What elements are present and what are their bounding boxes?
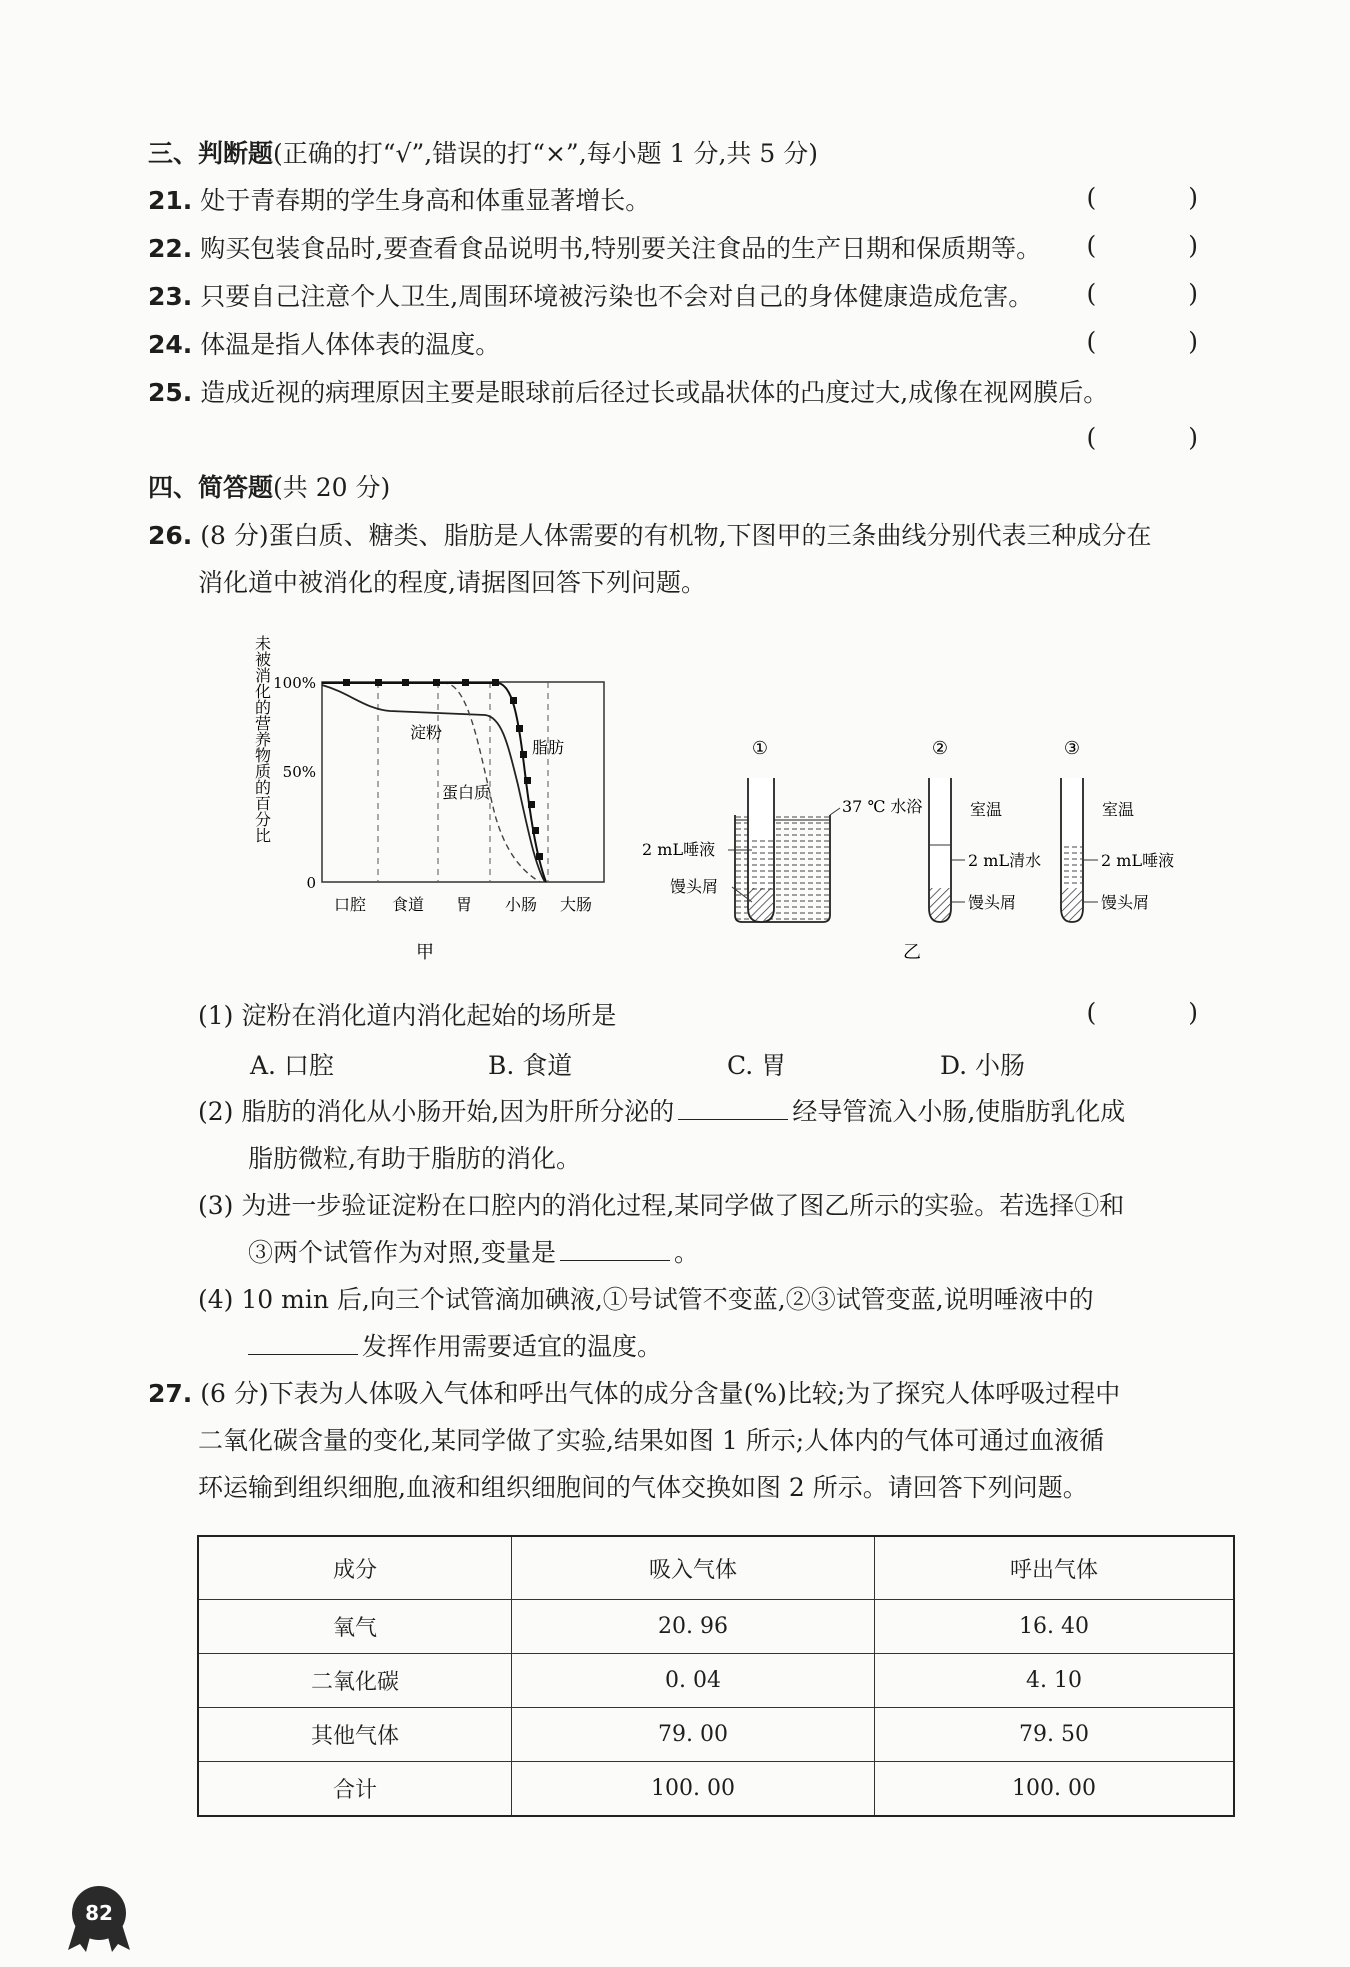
q26-sub4-text: 发挥作用需要适宜的温度。 <box>362 1332 663 1361</box>
question-number: 25. <box>148 378 193 407</box>
section4-heading <box>148 470 390 506</box>
room-temp-label-1: 室温 <box>970 800 1003 819</box>
q26-sub2-line2: 脂肪微粒,有助于脂肪的消化。 <box>248 1144 581 1173</box>
option-c[interactable]: C. 胃 <box>727 1051 787 1080</box>
gas-composition-table <box>197 1535 1235 1817</box>
plot-frame <box>322 682 604 882</box>
table-header-row <box>198 1536 1234 1600</box>
leader-line <box>830 808 840 815</box>
figure-jia <box>240 625 620 960</box>
option-b[interactable]: B. 食道 <box>488 1051 573 1080</box>
question-text: 只要自己注意个人卫生,周围环境被污染也不会对自己的身体健康造成危害。 <box>200 282 1034 311</box>
tube-label-2: ② <box>931 738 949 759</box>
ytick-0: 0 <box>306 874 316 892</box>
tube-label-1: ① <box>751 738 769 759</box>
figure-yi-caption: 乙 <box>903 942 921 963</box>
xtick-small-intestine: 小肠 <box>504 895 538 914</box>
label-protein: 蛋白质 <box>442 783 491 802</box>
table-cell: 合计 <box>198 1762 512 1817</box>
answer-blank-variable[interactable] <box>560 1236 670 1261</box>
xtick-large-intestine: 大肠 <box>559 895 593 914</box>
t2-solid-label: 馒头屑 <box>968 893 1017 912</box>
question-text: (6 分)下表为人体吸入气体和呼出气体的成分含量(%)比较;为了探究人体呼吸过程中 <box>200 1379 1121 1408</box>
label-fat: 脂肪 <box>532 738 565 757</box>
section3-instruction: (正确的打“√”,错误的打“×”,每小题 1 分,共 5 分) <box>273 139 818 168</box>
answer-paren-24[interactable]: ( ) <box>1086 327 1240 356</box>
t3-liquid-label: 2 mL唾液 <box>1101 851 1175 870</box>
q26-sub3-text: ③两个试管作为对照,变量是 <box>248 1238 556 1267</box>
answer-paren-23[interactable]: ( ) <box>1086 279 1240 308</box>
question-26-line1 <box>148 518 1152 554</box>
ytick-50: 50% <box>282 763 316 781</box>
t3-solid-label: 馒头屑 <box>1101 893 1150 912</box>
question-number: 24. <box>148 330 193 359</box>
xtick-mouth: 口腔 <box>333 895 367 914</box>
q26-sub1: (1) 淀粉在消化道内消化起始的场所是 <box>198 1001 617 1030</box>
question-number: 26. <box>148 521 193 550</box>
answer-blank-enzyme[interactable] <box>248 1330 358 1355</box>
question-26-line2: 消化道中被消化的程度,请据图回答下列问题。 <box>198 568 706 597</box>
t1-liquid-label: 2 mL唾液 <box>642 840 716 859</box>
question-27-line3: 环运输到组织细胞,血液和组织细胞间的气体交换如图 2 所示。请回答下列问题。 <box>198 1473 1088 1502</box>
question-25 <box>148 375 1108 411</box>
answer-paren-25[interactable]: ( ) <box>1086 423 1240 452</box>
question-number: 21. <box>148 186 193 215</box>
xtick-stomach: 胃 <box>455 895 473 914</box>
figure-jia-caption: 甲 <box>416 942 434 960</box>
answer-paren-22[interactable]: ( ) <box>1086 231 1240 260</box>
question-text: 处于青春期的学生身高和体重显著增长。 <box>200 186 651 215</box>
question-number: 27. <box>148 1379 193 1408</box>
figure-yi <box>640 730 1200 965</box>
curve-starch <box>322 685 545 882</box>
question-number: 22. <box>148 234 193 263</box>
table-row <box>198 1600 1234 1654</box>
section4-instruction: (共 20 分) <box>273 473 391 502</box>
option-a[interactable]: A. 口腔 <box>250 1051 334 1080</box>
table-cell: 20. 96 <box>512 1600 875 1654</box>
table-cell: 16. 40 <box>875 1600 1235 1654</box>
table-cell: 其他气体 <box>198 1708 512 1762</box>
table-cell: 100. 00 <box>875 1762 1235 1817</box>
question-22 <box>148 231 1041 267</box>
section3-heading <box>148 136 818 172</box>
question-27-line2: 二氧化碳含量的变化,某同学做了实验,结果如图 1 所示;人体内的气体可通过血液循 <box>198 1426 1105 1455</box>
table-cell: 100. 00 <box>512 1762 875 1817</box>
table-header-cell: 呼出气体 <box>875 1536 1235 1600</box>
q26-sub2-text: (2) 脂肪的消化从小肠开始,因为肝所分泌的 <box>198 1097 675 1126</box>
table-cell: 4. 10 <box>875 1654 1235 1708</box>
question-text: (8 分)蛋白质、糖类、脂肪是人体需要的有机物,下图甲的三条曲线分别代表三种成分在 <box>200 521 1152 550</box>
bath-label: 37 ℃ 水浴 <box>842 797 923 816</box>
section3-title: 三、判断题 <box>148 139 274 168</box>
ytick-100: 100% <box>273 674 316 692</box>
q26-sub3-line2 <box>248 1235 699 1271</box>
fat-markers <box>343 679 543 860</box>
table-cell: 氧气 <box>198 1600 512 1654</box>
tube-label-3: ③ <box>1063 738 1081 759</box>
table-row <box>198 1708 1234 1762</box>
table-cell: 二氧化碳 <box>198 1654 512 1708</box>
section4-title: 四、简答题 <box>148 473 274 502</box>
q26-sub4-line1: (4) 10 min 后,向三个试管滴加碘液,①号试管不变蓝,②③试管变蓝,说明唾液中的 <box>198 1285 1094 1314</box>
answer-blank-bile[interactable] <box>678 1095 788 1120</box>
question-27-line1 <box>148 1376 1120 1412</box>
question-21 <box>148 183 650 219</box>
test-tube-2 <box>929 778 951 922</box>
table-cell: 0. 04 <box>512 1654 875 1708</box>
question-text: 购买包装食品时,要查看食品说明书,特别要关注食品的生产日期和保质期等。 <box>200 234 1042 263</box>
question-24 <box>148 327 500 363</box>
answer-paren-26-1[interactable]: ( ) <box>1086 998 1240 1027</box>
q26-sub3-line1: (3) 为进一步验证淀粉在口腔内的消化过程,某同学做了图乙所示的实验。若选择①和 <box>198 1191 1125 1220</box>
question-23 <box>148 279 1033 315</box>
question-number: 23. <box>148 282 193 311</box>
t1-solid-label: 馒头屑 <box>670 877 719 896</box>
label-starch: 淀粉 <box>410 723 443 742</box>
table-header-cell: 成分 <box>198 1536 512 1600</box>
table-row <box>198 1654 1234 1708</box>
question-text: 体温是指人体体表的温度。 <box>200 330 501 359</box>
figure-jia-ylabel: 未被消化的营养物质的百分比 <box>252 635 272 843</box>
q26-sub2-line1 <box>198 1094 1125 1130</box>
answer-paren-21[interactable]: ( ) <box>1086 183 1240 212</box>
page-number: 82 <box>72 1886 126 1940</box>
table-row <box>198 1762 1234 1817</box>
q26-sub4-line2 <box>248 1329 662 1365</box>
room-temp-label-2: 室温 <box>1102 800 1135 819</box>
option-d[interactable]: D. 小肠 <box>940 1051 1026 1080</box>
q26-sub2-text-cont: 经导管流入小肠,使脂肪乳化成 <box>792 1097 1126 1126</box>
test-tube-3 <box>1061 778 1083 922</box>
table-cell: 79. 50 <box>875 1708 1235 1762</box>
t2-liquid-label: 2 mL清水 <box>968 851 1042 870</box>
table-cell: 79. 00 <box>512 1708 875 1762</box>
q26-sub3-period: 。 <box>673 1238 699 1267</box>
question-text: 造成近视的病理原因主要是眼球前后径过长或晶状体的凸度过大,成像在视网膜后。 <box>200 378 1109 407</box>
table-header-cell: 吸入气体 <box>512 1536 875 1600</box>
xtick-esophagus: 食道 <box>391 895 425 914</box>
